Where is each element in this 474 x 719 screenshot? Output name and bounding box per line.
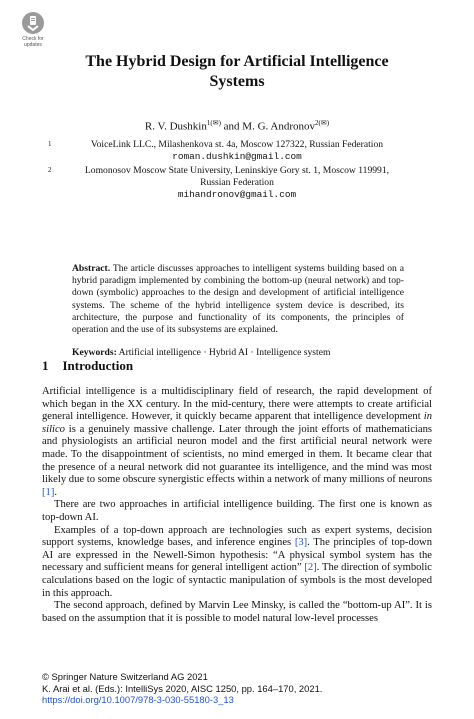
paragraph: Artificial intelligence is a multidisciplinary field of research, the rapid development of which began in the XX century. In the mid-century, there were attempts to create artificial general intelligence. However, it quickly became apparent that intelligence development in silico is a genuinely massive challenge. Later through the joint efforts of mathematicians and physiologists an artificial neuron model and the first artificial neural network were made. To the disappointment of scientists, no mind emerged in them. It became clear that the presence of a neural network did not guarantee its intelligence, and the mind was most likely due to some obscure synergistic effects within a network of many millions of neurons [1]. [42, 386, 432, 498]
email-1[interactable]: roman.dushkin@gmail.com [172, 151, 302, 162]
author-line: R. V. Dushkin$^{1(✉)}$ and M. G. Andronov$^{2(✉)}$ [144, 119, 330, 133]
author-2: M. G. Andronov [242, 120, 316, 133]
section-number: 1 [42, 358, 49, 373]
author-1: R. V. Dushkin [144, 120, 207, 133]
citation-link[interactable]: [2] [304, 562, 317, 574]
affiliation-2: 2 Lomonosov Moscow State University, Leninskiye Gory st. 1, Moscow 119991, Russian Federation mihandronov@gmail.com [62, 165, 412, 201]
badge-label: Check for updates [22, 36, 44, 48]
citation-info: K. Arai et al. (Eds.): IntelliSys 2020, AISC 1250, pp. 164–170, 2021. [42, 682, 323, 694]
paragraph: The second approach, defined by Marvin Lee Minsky, is called the “bottom-up AI”. It is based on the assumption that it is possible to model natural low-level processes [42, 600, 432, 624]
paragraph: Examples of a top-down approach are technologies such as expert systems, decision support systems, knowledge bases, and inference engines [3]. The principles of top-down AI are expressed in the Newell-Simon hypothesis: “A physical symbol system has the necessary and sufficient means for general intelligent action” [2]. The direction of symbolic calculations based on the logic of syntactic manipulation of symbols is the most developed in this approach. [42, 524, 433, 599]
keywords [72, 347, 404, 358]
author-2-mark: 2(✉) [315, 119, 330, 127]
check-for-updates-badge[interactable] [18, 12, 48, 56]
check-updates-icon [22, 12, 44, 34]
affiliation-1: 1 VoiceLink LLC., Milashenkova st. 4a, Moscow 127322, Russian Federation roman.dushkin@gmail.com [62, 139, 412, 163]
section-title: Introduction [62, 358, 134, 373]
keywords-text: Artificial intelligence · Hybrid AI · Intelligence system [116, 347, 331, 358]
copyright: © Springer Nature Switzerland AG 2021 [42, 671, 208, 682]
abstract [72, 263, 404, 336]
footer [42, 671, 322, 706]
author-1-mark: 1(✉) [206, 119, 221, 127]
email-2[interactable]: mihandronov@gmail.com [177, 189, 297, 200]
abstract-text: The article discusses approaches to intelligent systems building based on a hybrid paradigm implemented by combining the bottom-up (neural network) and top-down (symbolic) approaches to the design and development of artificial intelligence systems. The scheme of the hybrid intelligence system device is described, its architecture, the purpose and functionality of its components, the principles of operation and the use of its subsystems are explained. [72, 263, 404, 336]
paper-title: The Hybrid Design for Artificial Intelligence Systems [85, 53, 389, 90]
doi-link[interactable]: https://doi.org/10.1007/978-3-030-55180-3_13 [42, 694, 234, 706]
citation-link[interactable]: [1] [42, 486, 55, 498]
section-heading [42, 358, 147, 374]
paragraph: There are two approaches in artificial intelligence building. The first one is known as top-down AI. [42, 499, 432, 523]
citation-link[interactable]: [3] [294, 537, 308, 549]
keywords-label: Keywords: [72, 347, 117, 358]
body-text [42, 386, 432, 625]
abstract-label: Abstract. [72, 263, 111, 274]
